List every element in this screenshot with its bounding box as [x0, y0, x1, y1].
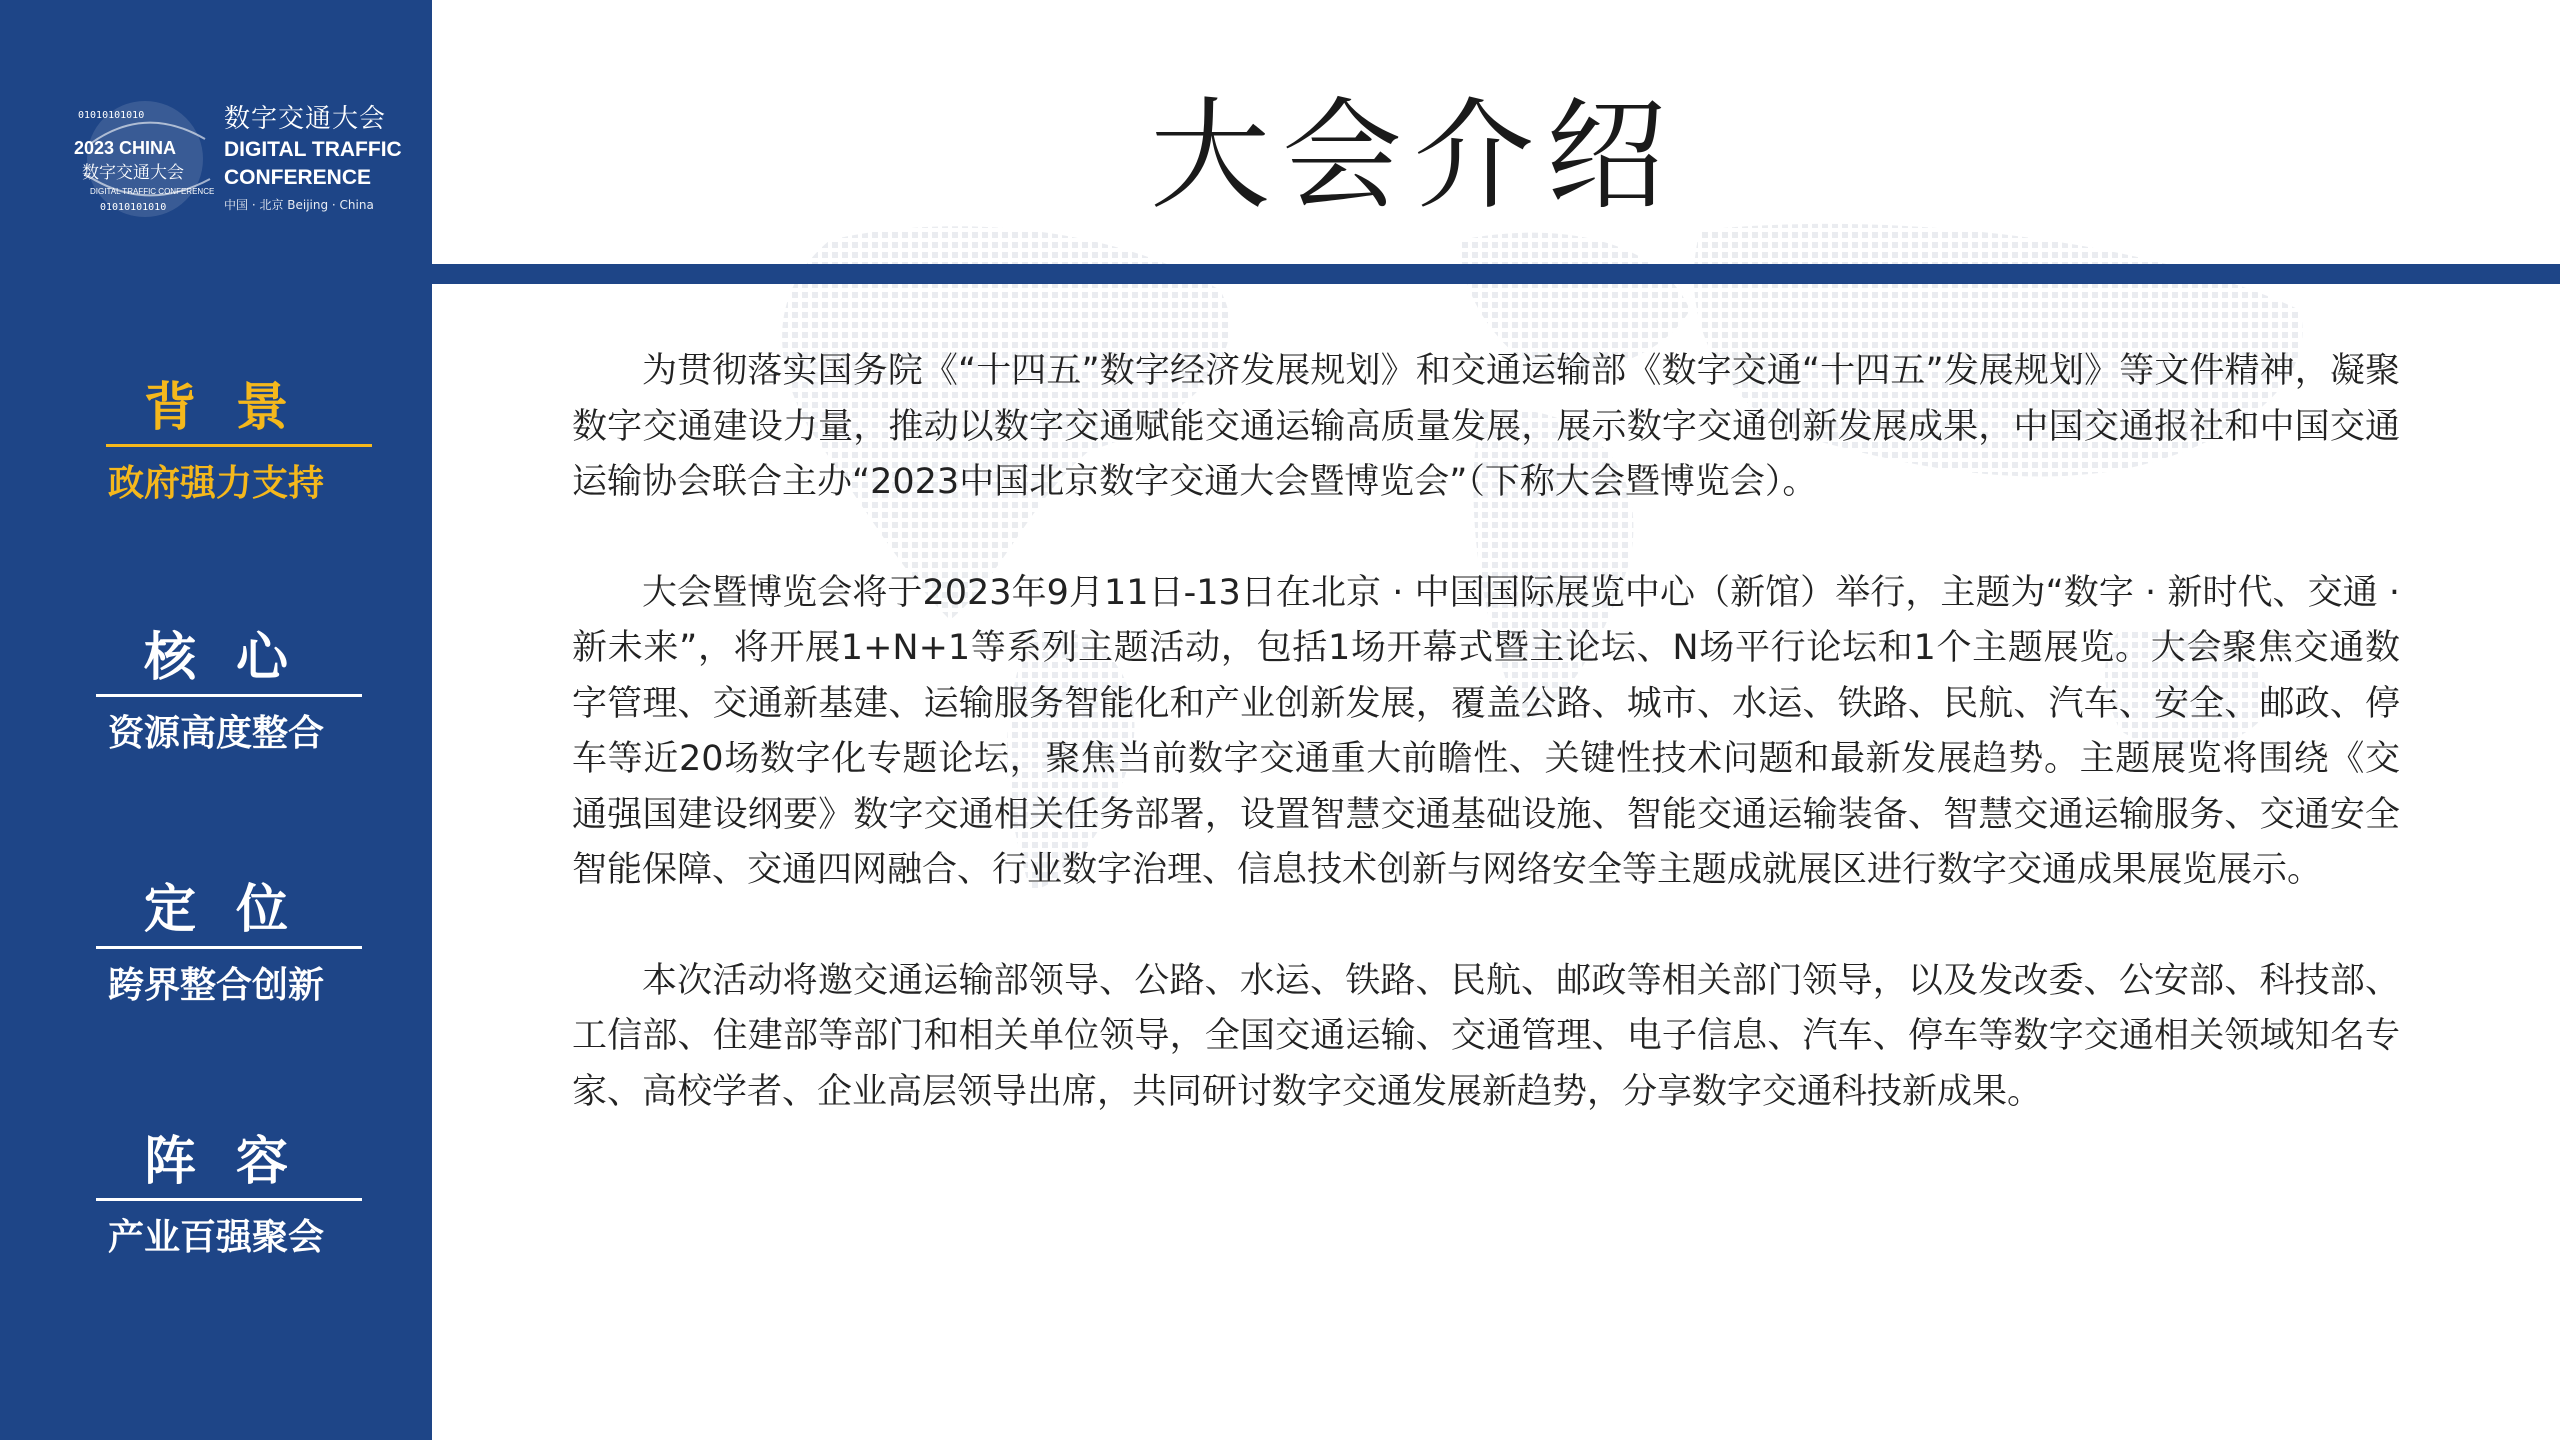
logo-binary-top: 01010101010 [78, 110, 145, 121]
intro-content [572, 344, 2400, 1175]
sidebar-item-subtitle: 资源高度整合 [107, 713, 324, 754]
sidebar-item-subtitle: 跨界整合创新 [107, 965, 324, 1006]
sidebar-item-subtitle: 政府强力支持 [107, 463, 324, 504]
sidebar-item-title: 背景 [143, 378, 328, 438]
conference-logo [70, 84, 410, 234]
sidebar-item-title: 定位 [143, 880, 328, 940]
sidebar-item-divider [96, 946, 362, 949]
intro-paragraph: 本次活动将邀交通运输部领导、公路、水运、铁路、民航、邮政等相关部门领导，以及发改委、公安部、科技部、工信部、住建部等部门和相关单位领导，全国交通运输、交通管理、电子信息、汽车、停车等数字交通相关领域知名专家、高校学者、企业高层领导出席，共同研讨数字交通发展新趋势，分享数字交通科技新成果。 [572, 960, 2400, 1112]
sidebar-item-divider [96, 1198, 362, 1201]
sidebar-item-title: 核心 [143, 628, 328, 688]
sidebar-item-subtitle: 产业百强聚会 [107, 1217, 324, 1258]
title-underline-bar [432, 264, 2560, 284]
sidebar-item-title: 阵容 [143, 1132, 328, 1192]
sidebar-item-divider [106, 444, 372, 447]
logo-binary-bottom: 01010101010 [100, 202, 167, 213]
logo-ring-text: 数字交通大会 [82, 163, 184, 183]
page-title: 大会介绍 [1150, 87, 1678, 226]
intro-paragraph: 大会暨博览会将于2023年9月11日-13日在北京 · 中国国际展览中心（新馆）举行，主题为“数字 · 新时代、交通 · 新未来”，将开展1+N+1等系列主题活动，包括1场开幕式暨主论坛、N场平行论坛和1个主题展览。大会聚焦交通数字管理、交通新基建、运输服务智能化和产业创新发展，覆盖公路、城市、水运、铁路、民航、汽车、安全、邮政、停车等近20场数字化专题论坛，聚焦当前数字交通重大前瞻性、关键性技术问题和最新发展趋势。主题展览将围绕《交通强国建设纲要》数字交通相关任务部署，设置智慧交通基础设施、智能交通运输装备、智慧交通运输服务、交通安全智能保障、交通四网融合、行业数字治理、信息技术创新与网络安全等主题成就展区进行数字交通成果展览展示。 [572, 572, 2400, 890]
logo-text-block [224, 102, 402, 218]
logo-en-line2: CONFERENCE [224, 166, 372, 189]
logo-ring-en: DIGITAL TRAFFIC CONFERENCE [90, 187, 215, 196]
sidebar [0, 0, 432, 1440]
logo-city: 中国 · 北京 Beijing · China [224, 198, 374, 212]
sidebar-item-divider [96, 694, 362, 697]
globe-logo-icon [70, 84, 220, 234]
logo-year: 2023 CHINA [74, 138, 177, 158]
logo-en-line1: DIGITAL TRAFFIC [224, 138, 402, 161]
logo-cn-name: 数字交通大会 [224, 104, 387, 134]
intro-paragraph: 为贯彻落实国务院《“十四五”数字经济发展规划》和交通运输部《数字交通“十四五”发展规划》等文件精神，凝聚数字交通建设力量，推动以数字交通赋能交通运输高质量发展，展示数字交通创新发展成果，中国交通报社和中国交通运输协会联合主办“2023中国北京数字交通大会暨博览会”（下称大会暨博览会）。 [572, 351, 2400, 502]
